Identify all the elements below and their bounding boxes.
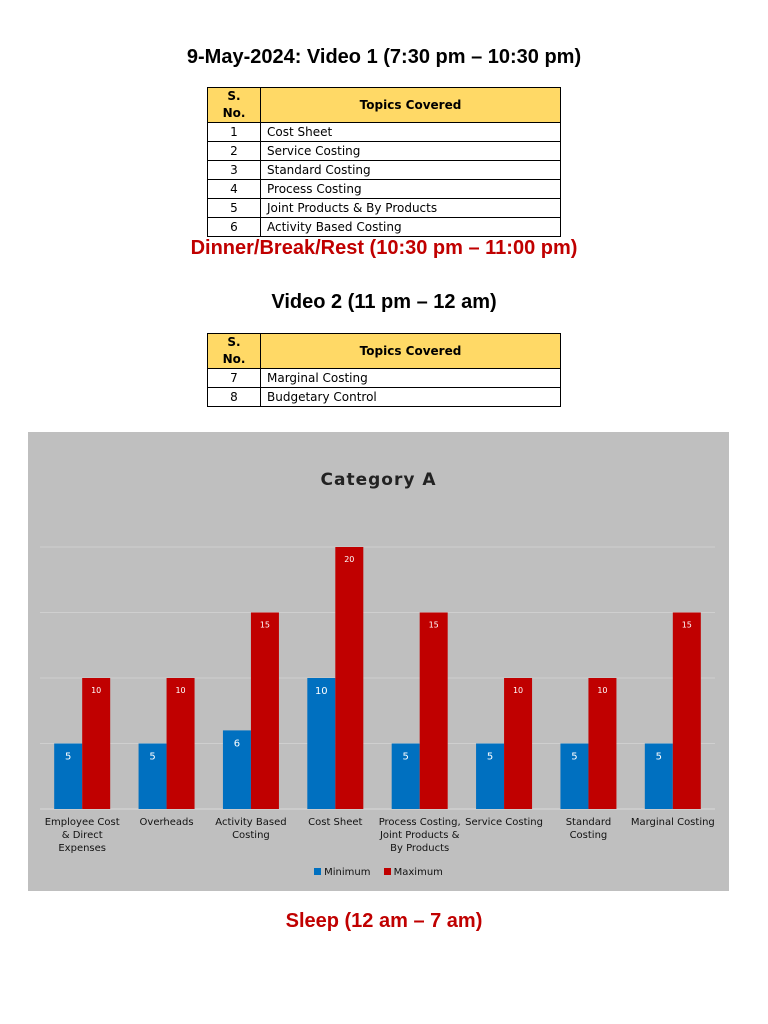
category-label: Cost Sheet <box>308 817 363 828</box>
topic-cell: Standard Costing <box>261 161 561 180</box>
table-row <box>208 218 561 237</box>
table-row <box>208 199 561 218</box>
legend-swatch-maximum <box>384 868 391 875</box>
legend-item-minimum <box>314 867 370 878</box>
category-label: Overheads <box>139 817 194 828</box>
sno-cell: 2 <box>208 142 261 161</box>
topics-header: Topics Covered <box>261 88 561 123</box>
data-label: 15 <box>428 620 439 630</box>
break-title: Dinner/Break/Rest (10:30 pm – 11:00 pm) <box>190 237 578 259</box>
sno-cell: 1 <box>208 123 261 142</box>
sno-cell: 3 <box>208 161 261 180</box>
table-row <box>208 123 561 142</box>
table-row <box>208 369 561 388</box>
data-label: 6 <box>233 738 241 750</box>
sno-header: S. No. <box>208 88 261 123</box>
legend-label-maximum: Maximum <box>393 867 443 878</box>
data-label: 10 <box>597 686 608 695</box>
category-label: Process Costing, Joint Products & By Products <box>378 817 461 854</box>
data-label: 10 <box>175 686 186 695</box>
category-label: Standard Costing <box>565 817 612 841</box>
table-header-row <box>208 88 561 123</box>
bar-maximum <box>673 613 701 810</box>
video2-topics-table <box>207 333 561 407</box>
bar-minimum <box>307 678 335 809</box>
sno-cell: 8 <box>208 388 261 407</box>
table-row <box>208 161 561 180</box>
sno-cell: 5 <box>208 199 261 218</box>
bar-maximum <box>335 547 363 809</box>
table-row <box>208 142 561 161</box>
category-label: Marginal Costing <box>630 817 715 828</box>
topic-cell: Cost Sheet <box>261 123 561 142</box>
data-label: 5 <box>65 751 72 763</box>
table-row <box>208 180 561 199</box>
category-label: Service Costing <box>465 817 543 828</box>
chart-legend <box>28 867 729 878</box>
bar-maximum <box>504 678 532 809</box>
sno-header: S. No. <box>208 334 261 369</box>
data-label: 15 <box>681 620 692 630</box>
data-label: 20 <box>344 555 355 564</box>
bar-maximum <box>588 678 616 809</box>
sno-cell: 7 <box>208 369 261 388</box>
category-label: Employee Cost & Direct Expenses <box>44 817 120 854</box>
topic-cell: Marginal Costing <box>261 369 561 388</box>
legend-label-minimum: Minimum <box>324 867 371 878</box>
bar-maximum <box>420 613 448 810</box>
data-label: 5 <box>571 751 578 763</box>
video1-topics-table <box>207 87 561 237</box>
category-label: Activity Based Costing <box>215 817 287 841</box>
data-label: 10 <box>91 686 102 695</box>
topic-cell: Process Costing <box>261 180 561 199</box>
data-label: 5 <box>486 751 494 763</box>
table-header-row <box>208 334 561 369</box>
bar-maximum <box>82 678 110 809</box>
topic-cell: Budgetary Control <box>261 388 561 407</box>
data-label: 5 <box>402 751 409 763</box>
topic-cell: Joint Products & By Products <box>261 199 561 218</box>
video1-title: 9-May-2024: Video 1 (7:30 pm – 10:30 pm) <box>186 46 582 68</box>
sno-cell: 4 <box>208 180 261 199</box>
bar-maximum <box>167 678 195 809</box>
sno-cell: 6 <box>208 218 261 237</box>
legend-item-maximum <box>384 867 443 878</box>
table-row <box>208 388 561 407</box>
topic-cell: Service Costing <box>261 142 561 161</box>
topics-header: Topics Covered <box>261 334 561 369</box>
category-a-chart <box>28 432 729 891</box>
legend-swatch-minimum <box>314 868 321 875</box>
bar-maximum <box>251 613 279 810</box>
chart-title: Category A <box>320 470 437 490</box>
data-label: 15 <box>259 620 271 630</box>
sleep-title: Sleep (12 am – 7 am) <box>285 910 483 932</box>
data-label: 10 <box>512 686 524 695</box>
data-label: 10 <box>314 686 328 697</box>
video2-title: Video 2 (11 pm – 12 am) <box>271 291 497 313</box>
topic-cell: Activity Based Costing <box>261 218 561 237</box>
data-label: 5 <box>149 751 156 763</box>
data-label: 5 <box>655 751 662 763</box>
